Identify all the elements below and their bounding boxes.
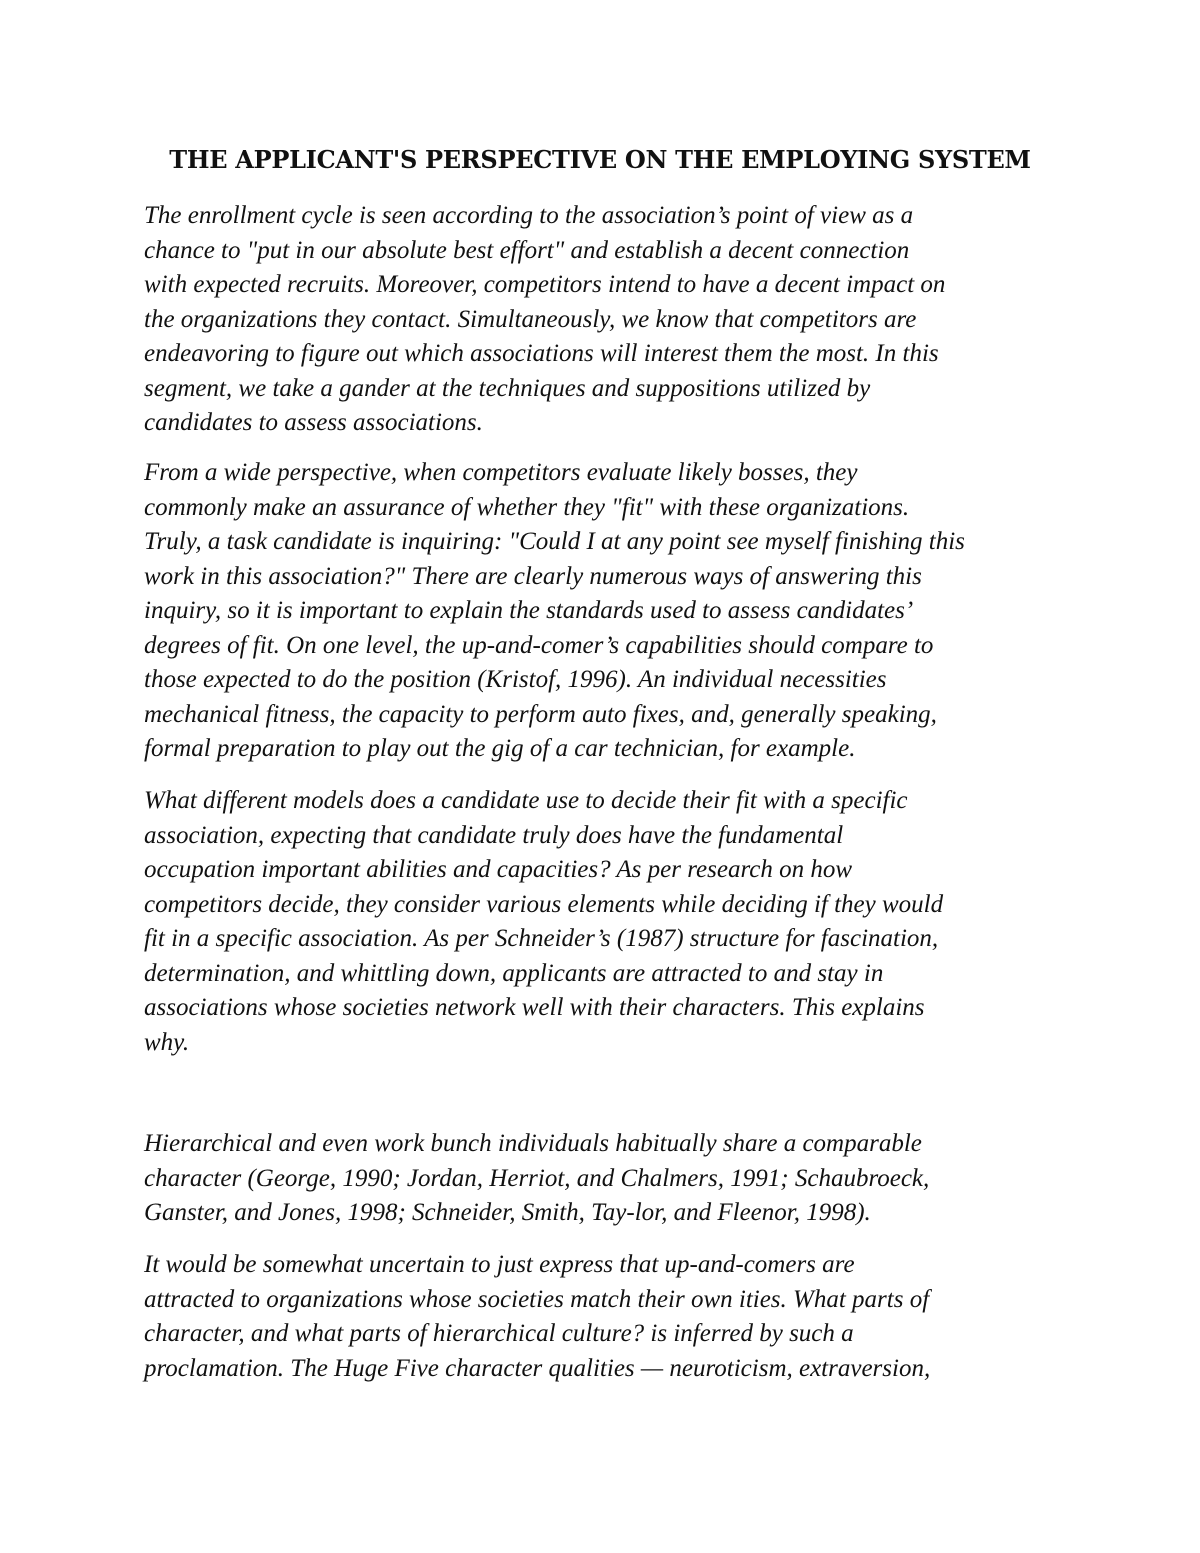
text-line: commonly make an assurance of whether they "fit" with these organizations.	[144, 493, 910, 521]
paragraph-uncertain-expression	[144, 1248, 930, 1386]
text-line: fit in a specific association. As per Schneider’s (1987) structure for fascination,	[144, 925, 939, 952]
text-line: association, expecting that candidate truly does have the fundamental	[144, 821, 844, 849]
text-line: associations whose societies network well with their characters. This explains	[144, 994, 925, 1021]
text-line: segment, we take a gander at the techniques and suppositions utilized by	[144, 374, 871, 402]
text-line: endeavoring to figure out which associations will interest them the most. In this	[144, 340, 939, 367]
text-line: mechanical fitness, the capacity to perform auto fixes, and, generally speaking,	[144, 700, 937, 728]
text-line: Hierarchical and even work bunch individuals habitually share a comparable	[144, 1130, 922, 1157]
text-line: Ganster, and Jones, 1998; Schneider, Smith, Tay-lor, and Fleenor, 1998).	[144, 1199, 871, 1226]
document-title: THE APPLICANT'S PERSPECTIVE ON THE EMPLOYING SYSTEM	[169, 145, 1031, 174]
text-line: degrees of fit. On one level, the up-and-comer’s capabilities should compare to	[144, 631, 934, 659]
text-line: What different models does a candidate use to decide their fit with a specific	[144, 787, 908, 814]
text-line: Truly, a task candidate is inquiring: "Could I at any point see myself finishing this	[144, 528, 965, 555]
text-line: with expected recruits. Moreover, competitors intend to have a decent impact on	[144, 271, 946, 298]
text-line: the organizations they contact. Simultaneously, we know that competitors are	[144, 305, 917, 333]
text-line: proclamation. The Huge Five character qualities — neuroticism, extraversion,	[144, 1354, 931, 1382]
text-line: those expected to do the position (Kristof, 1996). An individual necessities	[144, 666, 887, 693]
text-line: candidates to assess associations.	[144, 409, 483, 436]
paragraph-hierarchical-groups	[144, 1127, 929, 1231]
text-line: The enrollment cycle is seen according to the association’s point of view as a	[144, 202, 914, 229]
text-line: character (George, 1990; Jordan, Herriot, and Chalmers, 1991; Schaubroeck,	[144, 1164, 930, 1192]
text-line: attracted to organizations whose societies match their own ities. What parts of	[144, 1285, 930, 1313]
text-line: inquiry, so it is important to explain the standards used to assess candidates’	[144, 597, 914, 624]
text-line: competitors decide, they consider various elements while deciding if they would	[144, 890, 944, 918]
paragraph-fit-perspective	[144, 456, 965, 767]
text-line: determination, and whittling down, applicants are attracted to and stay in	[144, 959, 884, 987]
text-line: work in this association?" There are clearly numerous ways of answering this	[144, 562, 922, 590]
text-line: It would be somewhat uncertain to just express that up-and-comers are	[144, 1251, 855, 1278]
text-line: why.	[144, 1028, 190, 1056]
paragraph-different-models	[144, 784, 943, 1060]
text-line: chance to "put in our absolute best effort" and establish a decent connection	[144, 236, 910, 264]
paragraph-enrollment-cycle	[144, 199, 945, 441]
text-line: formal preparation to play out the gig of a car technician, for example.	[144, 735, 856, 762]
text-line: occupation important abilities and capacities? As per research on how	[144, 856, 853, 883]
text-line: From a wide perspective, when competitors evaluate likely bosses, they	[144, 459, 858, 486]
text-line: character, and what parts of hierarchical culture? is inferred by such a	[144, 1320, 854, 1347]
